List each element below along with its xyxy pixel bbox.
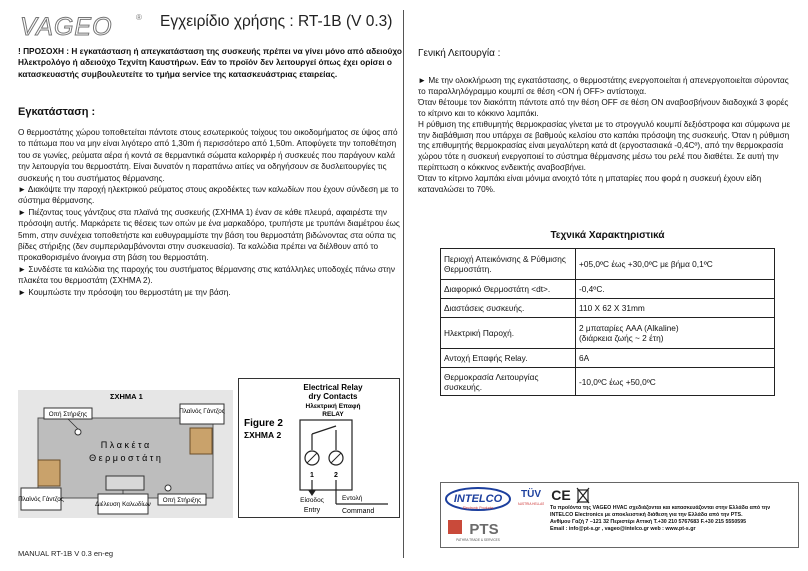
entry-greek: Είσοδος: [300, 497, 324, 504]
terminal-2-label: 2: [334, 472, 338, 479]
spec-value: +05,0ºC έως +30,0ºC με βήμα 0,1ºC: [576, 249, 775, 280]
brand-text: VAGEO: [20, 13, 113, 41]
figure-2-diagram: [238, 378, 400, 518]
column-divider: [403, 10, 404, 558]
general-paragraph: Η ρύθμιση της επιθυμητής θερμοκρασίας γίνεται με το στρογγυλό κουμπί δεξιόστροφα και σύμφωνα με την διαβάθμιση που υπάρχει σε βαθμούς κελσίου στο καπάκι πρόσοψη της συσκευής. Όταν η ρύθμιση της επιθυμητής θερμοκρασίας είναι μεγαλύτερη κατά dt (εργοστασιακά -0,4Cº), από την θερμοκρασία χώρου τότε η συσκευή ενεργοποιεί το σύστημα θέρμανσης μέσω του ρελέ που διαθέτει. Σε αυτή την περίπτωση ο κόκκινος ενδεικτής αναβοσβήνει.: [418, 119, 791, 173]
spec-value: 2 μπαταρίες AAA (Alkaline) (διάρκεια ζωής ~ 2 έτη): [576, 318, 775, 349]
figure-1-title: ΣΧΗΜΑ 1: [110, 392, 143, 401]
board-label: Π λ α κ έ τ α: [100, 440, 150, 450]
relay-label: RELAY: [322, 411, 344, 418]
cables-label: Διέλευση Καλωδίων: [95, 501, 151, 508]
side-hook-right: [190, 428, 212, 454]
specs-table: [440, 248, 775, 396]
pts-subtext: PATHRA TRADE & SERVICES: [456, 538, 500, 542]
figure-2-label: Figure 2: [244, 418, 283, 429]
general-body: [418, 76, 793, 196]
warning-text: ! ΠΡΟΣΟΧΗ : Η εγκατάσταση ή απεγκατάσταση της συσκευής πρέπει να γίνει μόνο από αδειούχο Ηλεκτρολόγο ή αδειούχο Τεχνίτη Καυστήρων. Εάν το προϊόν δεν λειτουργεί όπως έχει ορίσει ο κατασκευαστής συμβουλευτείτε το τμήμα service της κατασκευάστριας εταιρείας.: [18, 46, 402, 79]
side-hook-left: [38, 460, 60, 486]
install-paragraph: ► Διακόψτε την παροχή ηλεκτρικού ρεύματος στους ακροδέκτες των καλωδίων που έχουν σύνδεση με το σύστημα θέρμανσης.: [18, 185, 399, 206]
table-row: [441, 318, 775, 349]
spec-label: Διαφορικό Θερμοστάτη <dt>.: [441, 280, 576, 299]
page-title: Εγχειρίδιο χρήσης : RT-1B (V 0.3): [160, 13, 393, 30]
manual-code: MANUAL RT-1B V 0.3 en-eg: [18, 549, 114, 558]
install-paragraph: ► Πιέζοντας τους γάντζους στα πλαϊνά της συσκευής (ΣΧΗΜΑ 1) έναν σε κάθε πλευρά, αφαιρέστε την πρόσοψη αυτής. Μαρκάρετε τις θέσεις των οπών με ένα μαρκαδόρο, τρυπήστε με τρυπάνι διαμέτρου έως 5mm, στην συνέχεια τοποθετήστε και ευθυγραμμίστε την βάση του θερμοστάτη βιδώνοντας στα ούπα τις βίδες στήριξης (δεν συμπεριλαμβάνονται στην συσκευασία). Τα καλώδια πρέπει να διέλθουν από το προκαθορισμένο άνοιγμα στη βάση του θερμοστάτη.: [18, 207, 400, 263]
table-row: [441, 299, 775, 318]
general-paragraph: Όταν το κίτρινο λαμπάκι είναι μόνιμα ανοιχτό τότε η μπαταρίες που φορά η συσκευή έχουν είδη καταναλώσει το 70%.: [418, 174, 762, 195]
relay-title: Electrical Relay: [303, 383, 363, 392]
svg-text:Πλαϊνός Γάντζος: [179, 407, 225, 415]
install-heading: Εγκατάσταση :: [18, 106, 96, 118]
spec-label: Ηλεκτρική Παροχή.: [441, 318, 576, 349]
tuv-text: TÜV: [521, 489, 541, 500]
vageo-logo: [18, 8, 148, 44]
command-label: Command: [342, 508, 375, 515]
spec-value: 110 X 62 X 31mm: [576, 299, 775, 318]
table-row: [441, 368, 775, 396]
footer-line: Email : info@pt-s.gr , vageo@intelco.gr web : www.pt-s.gr: [550, 526, 696, 532]
install-paragraph: Ο θερμοστάτης χώρου τοποθετείται πάντοτε στους εσωτερικούς τοίχους του οικοδομήματος σε ύψος από το πάτωμα που να μην είναι λιγότερο από 1,30m ή περισσότερο από 1,50m. Αποφύγετε την τοποθέτηση του σε γωνίες, ρεύματα αέρα ή κοντά σε θερμαντικά σώματα καλοριφέρ ή συσκευές που παράγουν καλά την λειτουργία του θερμοστάτη. Είναι δυνατόν η παραπάνω αιτίες να οδηγήσουν σε δυσλειτουργίες τις συσκευής η του συστήματος θέρμανσης.: [18, 128, 398, 183]
spec-label: Διαστάσεις συσκευής.: [441, 299, 576, 318]
figure-1-diagram: [18, 390, 233, 518]
command-greek: Εντολή: [342, 495, 363, 502]
pts-logo: [444, 516, 512, 544]
install-body: [18, 127, 402, 298]
footer-line: INTELCO Electronics με αποκλειστική διάθεση για την Ελλάδα από την PTS.: [550, 512, 743, 518]
table-row: [441, 249, 775, 280]
spec-value: 6A: [576, 349, 775, 368]
hook-label-right: Πλαϊνός Γάντζος: [179, 408, 225, 415]
registered-mark: ®: [136, 13, 142, 22]
general-paragraph: ► Με την ολοκλήρωση της εγκατάστασης, ο θερμοστάτης ενεργοποιείται ή απενεργοποιείται σύροντας το παραλληλόγραμμο κουμπί σε θέση <ON ή OFF> αντίστοιχα.: [418, 76, 789, 96]
table-row: [441, 349, 775, 368]
specs-title: Τεχνικά Χαρακτηριστικά: [550, 230, 665, 241]
install-paragraph: ► Κουμπώστε την πρόσοψη του θερμοστάτη με την βάση.: [18, 287, 231, 297]
relay-greek: Ηλεκτρική Επαφή: [305, 403, 361, 410]
terminal-1-label: 1: [310, 472, 314, 479]
relay-subtitle: dry Contacts: [308, 392, 358, 401]
tuv-subtext: AUSTRIA HELLAS: [518, 502, 544, 506]
intelco-subtext: Electronic Products: [462, 506, 494, 510]
spec-value: -0,4ºC.: [576, 280, 775, 299]
tuv-logo: [518, 486, 544, 510]
intelco-text: INTELCO: [453, 493, 503, 505]
table-row: [441, 280, 775, 299]
board-label: Θ ε ρ μ ο σ τ ά τ η: [89, 453, 161, 463]
pts-text: PTS: [469, 521, 499, 538]
spec-label: Περιοχή Απεικόνισης & Ρύθμισης Θερμοστάτη.: [441, 249, 576, 280]
spec-value: -10,0ºC έως +50,0ºC: [576, 368, 775, 396]
spec-label: Θερμοκρασία Λειτουργίας συσκευής.: [441, 368, 576, 396]
footer-text: [550, 505, 795, 533]
hook-label-left: Πλαϊνός Γάντζος: [18, 496, 64, 503]
schema-2-label: ΣΧΗΜΑ 2: [244, 430, 282, 440]
footer-line: Τα προϊόντα της VAGEO HVAC σχεδιάζονται και κατασκευάζονται στην Ελλάδα από την: [550, 505, 771, 511]
ce-text: CE: [551, 487, 571, 503]
hole-label-bottom: Οπή Στήριξης: [162, 497, 202, 504]
ce-mark-icon: [550, 486, 572, 504]
spec-label: Αντοχή Επαφής Relay.: [441, 349, 576, 368]
recycle-bin-icon: [576, 486, 590, 504]
general-heading: Γενική Λειτουργία :: [418, 48, 501, 59]
footer-line: Ανθίμου Γαζή 7 –121 32 Περιστέρι Αττική Τ.+30 210 5767683 F.+30 215 5550595: [550, 519, 747, 525]
entry-label: Entry: [303, 507, 321, 514]
install-paragraph: ► Συνδέστε τα καλώδια της παροχής του συστήματος θέρμανσης στις κατάλληλες υποδοχές πάνω στην πλακέτα του θερμοστάτη (ΣΧΗΜΑ 2).: [18, 264, 395, 286]
general-paragraph: Όταν θέτουμε τον διακόπτη πάντοτε από την θέση OFF σε θέση ON αναβοσβήνουν διαδοχικά 3 φορές το κίτρινο και το κόκκινο λαμπάκι.: [418, 97, 789, 118]
intelco-logo: [444, 486, 512, 514]
hole-label-top: Οπή Στήριξης: [48, 411, 88, 418]
